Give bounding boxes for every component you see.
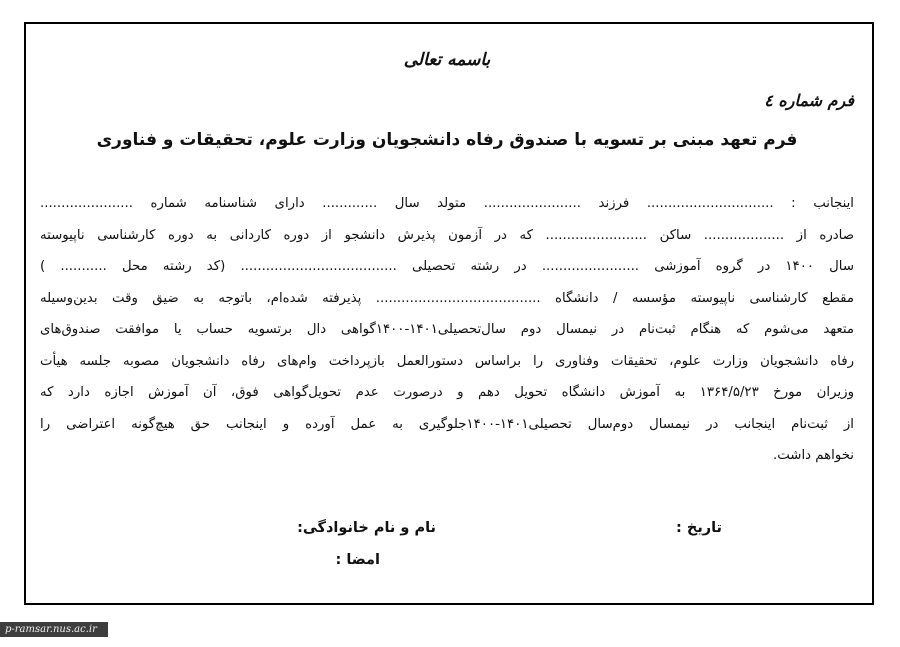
body-line: از ثبت‌نام اینجانب در نیمسال دوم‌سال تحصیلی۱۴۰۱-۱۴۰۰جلوگیری به عمل آورده و اینجانب حق هیچ‌گونه اعتراضی را [40, 416, 854, 432]
body-line: نخواهم داشت. [773, 448, 854, 463]
body-line: مقطع کارشناسی ناپیوسته مؤسسه / دانشگاه ....................................... پذیرفته شده‌ام، باتوجه به ضیق وقت بدین‌وسیله [40, 290, 854, 306]
site-watermark: p-ramsar.nus.ac.ir [0, 622, 108, 637]
form-frame [24, 22, 874, 605]
body-line: رفاه دانشجویان وزارت علوم، تحقیقات وفناوری را براساس دستورالعمل بازپرداخت وام‌های رفاه دانشجویان مصوبه جلسه هیأت [40, 353, 854, 369]
name-label: نام و نام خانوادگی: [297, 520, 436, 536]
body-line: صادره از ................... ساکن ........................ که در آزمون پذیرش دانشجو از دوره کاردانی به دوره کارشناسی ناپیوسته [40, 227, 854, 243]
bismillah-heading: باسمه تعالی [403, 50, 491, 70]
form-number: فرم شماره ٤ [764, 91, 854, 110]
body-line: وزیران مورخ ۱۳۶۴/۵/۲۳ به آموزش دانشگاه تحویل دهم و درصورت عدم تحویل‌گواهی فوق، آن آموزش اجازه دارد که [40, 385, 854, 400]
form-content [40, 24, 854, 603]
body-line: سال ۱۴۰۰ در گروه آموزشی ....................... در رشته تحصیلی ..................................... (کد رشته محل ........... ) [40, 259, 854, 274]
body-line: متعهد می‌شوم که هنگام ثبت‌نام در نیمسال دوم سال‌تحصیلی۱۴۰۱-۱۴۰۰گواهی دال برتسویه حساب یا موافقت صندوق‌های [40, 322, 854, 337]
body-line: اینجانب : .............................. فرزند ....................... متولد سال ............. دارای شناسنامه شماره ...................... [40, 196, 854, 211]
date-label: تاریخ : [676, 520, 722, 536]
signature-label: امضا : [335, 552, 380, 568]
form-body [40, 188, 854, 472]
form-title: فرم تعهد مبنی بر تسویه با صندوق رفاه دانشجویان وزارت علوم، تحقیقات و فناوری [96, 130, 798, 150]
